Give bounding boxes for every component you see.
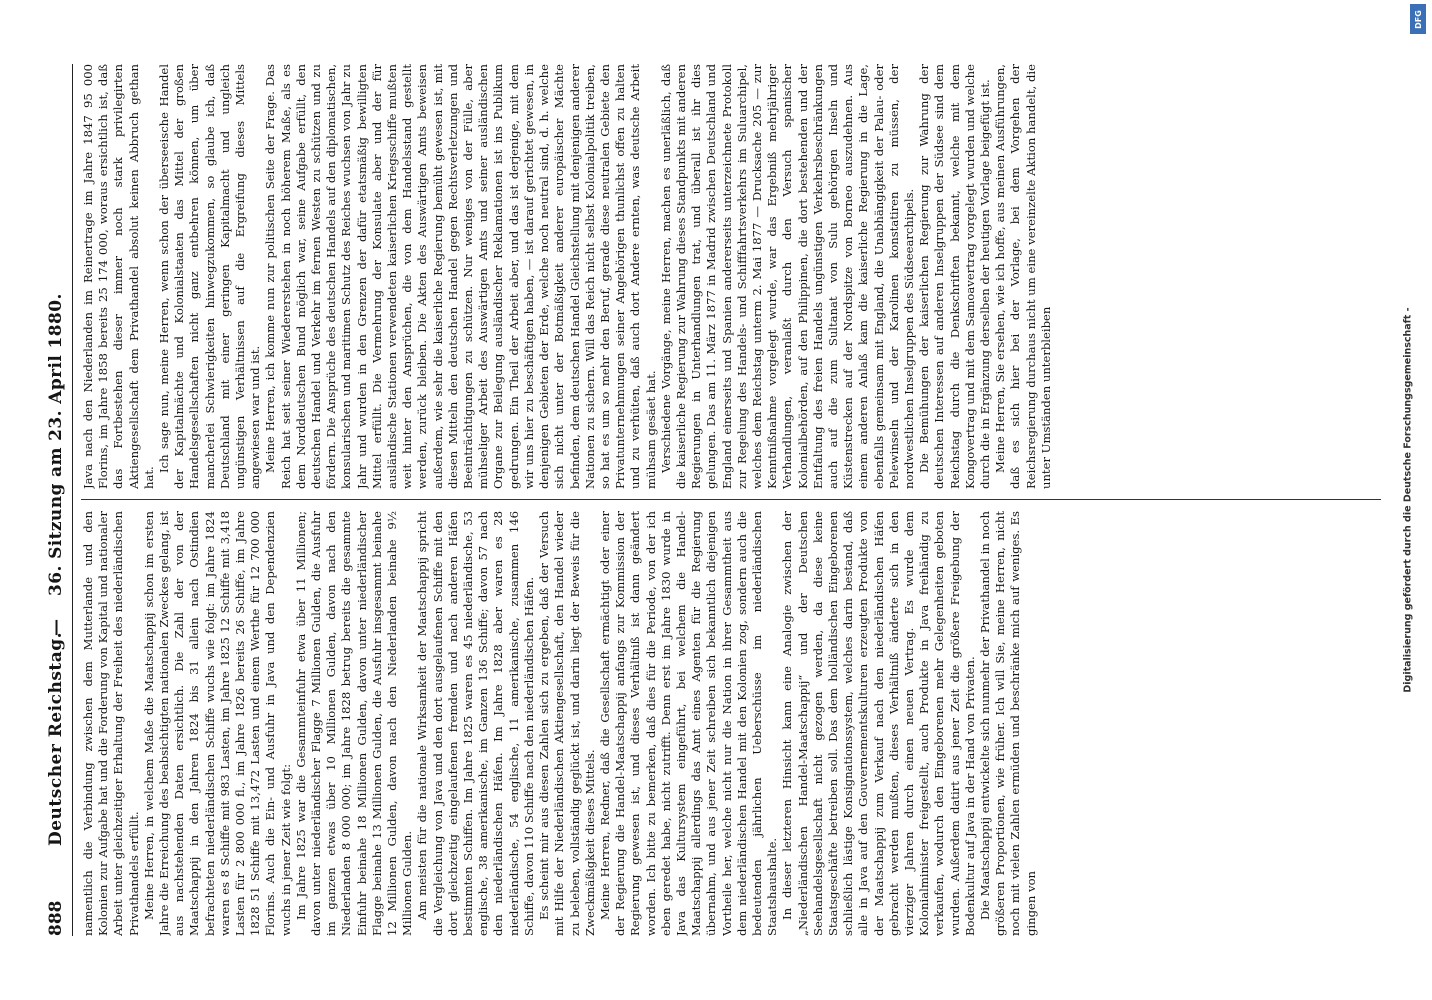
paragraph: Meine Herren, Sie ersehen, wie ich hoffe, aus meinen Ausführungen, daß es sich hier bei der Vorlage, bei dem Vorgehen der Reichsregierung durchaus nicht um eine vereinzelte Aktion handelt, die unter Umständen unterbleiben [993, 64, 1053, 489]
paragraph: In dieser letzteren Hinsicht kann eine Analogie zwischen der „Niederländischen Handel-Maatschappij“ und der Deutschen Seehandelsgesellschaft nicht gezogen werden, da diese keine Staatsgeschäfte betreiben soll. Das dem holländischen Eingeborenen schließlich lästige Konsignationssystem, welches darin bestand, daß alle in Java auf den Gouvernementskulturen erzeugten Produkte von der Maatschappij zum Verkauf nach den niederländischen Häfen gebracht werden mußten, dieses Verhältniß änderte sich in den vierziger Jahren durch einen neuen Vertrag. Es wurde dem Kolonialminister freigestellt, auch Produkte in Java freihändig zu verkaufen, wodurch den Eingeborenen mehr Gelegenheiten geboten wurden. Außerdem datirt aus jener Zeit die größere Freigebung der Bodenkultur auf Java in der Hand von Privaten. [780, 511, 977, 936]
text-columns [81, 64, 1381, 936]
paragraph: Java nach den Niederlanden im Reinertrage im Jahre 1847 95 000 Florins, im Jahre 1858 bereits 25 174 000, woraus ersichtlich ist, daß das Fortbestehen dieser immer noch stark privilegirten Aktiengesellschaft dem Privathandel absolut keinen Abbruch gethan hat. [81, 64, 156, 489]
paragraph: Die Bemühungen der kaiserlichen Regierung zur Wahrung der deutschen Interessen auf anderen Inselgruppen der Südsee sind dem Reichstag durch die Denkschriften bekannt, welche mit dem Kongovertrag und mit dem Samoavertrag vorgelegt wurden und welche durch die in Ergänzung derselben der heutigen Vorlage beigefügt ist. [917, 64, 992, 489]
header-separator: — [46, 619, 66, 636]
dfg-logo-text: DFG [1413, 9, 1423, 29]
dfg-logo [1410, 4, 1426, 34]
column-divider [81, 500, 1381, 501]
right-column [81, 64, 1381, 489]
paragraph: namentlich die Verbindung zwischen dem Mutterlande und den Kolonien zur Aufgabe hat und die Forderung von Kapital und nationaler Arbeit unter gleichzeitiger Erhaltung der Freiheit des niederländischen Privathandels erfüllt. [81, 511, 141, 936]
paragraph: Die Maatschappij entwickelte sich nunmehr der Privathandel in noch größeren Proportionen, wie früher. Ich will Sie, meine Herren, nicht noch mit vielen Zahlen ermüden und beschränke mich auf weniges. Es gingen von [977, 511, 1038, 936]
session-title: 36. Sitzung am 23. April 1880. [46, 293, 66, 596]
digitization-notice: Digitalisierung gefördert durch die Deutsche Forschungsgemeinschaft - [1402, 307, 1414, 693]
paragraph: Im Jahre 1825 war die Gesammteinfuhr etwa über 11 Millionen; davon unter niederländischer Flagge 7 Millionen Gulden, die Ausfuhr im ganzen etwas über 10 Millionen Gulden, davon nach den Niederlanden 8 000 000; im Jahre 1828 betrug bereits die gesammte Einfuhr beinahe 18 Millionen Gulden, davon unter niederländischer Flagge beinahe 13 Millionen Gulden, die Ausfuhr insgesammt beinahe 12 Millionen Gulden, davon nach den Niederlanden beinahe 9½ Millionen Gulden. [293, 511, 415, 936]
document-page [26, 30, 1406, 970]
paragraph: Ich sage nun, meine Herren, wenn schon der überseeische Handel der Kapitalmächte und Kolonialstaaten das Mittel der großen Handelsgesellschaften nicht ganz entbehren können, um über mancherlei Schwierigkeiten hinwegzukommen, so glaube ich, daß Deutschland mit einer geringen Kapitalmacht und ungleich ungünstigen Verhältnissen auf die Ergreifung dieses Mittels angewiesen war und ist. [157, 64, 263, 489]
paragraph: Es scheint mir aus diesen Zahlen sich zu ergeben, daß der Versuch mit Hilfe der Niederländischen Aktiengesellschaft, den Handel wieder zu beleben, vollständig geglückt ist, und darin liegt der Beweis für die Zweckmäßigkeit dieses Mittels. [537, 511, 597, 936]
left-column [81, 511, 1381, 936]
page-number: 888 [46, 900, 66, 936]
journal-title: Deutscher Reichstag. [46, 631, 66, 846]
paragraph: Am meisten für die nationale Wirksamkeit der Maatschappij spricht die Vergleichung von Java und den dort ausgelaufenen Schiffe mit den dort gleichzeitig eingelaufenen fremden und nach anderen Häfen bestimmten Schiffen. Im Jahre 1825 waren es 45 niederländische, 53 englische, 38 amerikanische, im Ganzen 136 Schiffe; davon 57 nach den niederländischen Häfen. Im Jahre 1828 aber waren es 28 niederländische, 54 englische, 11 amerikanische, zusammen 146 Schiffe, davon 110 Schiffe nach den niederländischen Häfen. [415, 511, 536, 936]
running-header [42, 64, 73, 936]
paragraph: Meine Herren, ich komme nun zur politischen Seite der Frage. Das Reich hat seit seiner Wiedererstehen in noch höherem Maße, als es dem Norddeutschen Bund möglich war, seine Aufgabe erfüllt, den deutschen Handel und Verkehr im fernen Westen zu schützen und zu fördern. Die Ansprüche des deutschen Handels auf den diplomatischen, konsularischen und maritimen Schutz des Reiches wuchsen von Jahr zu Jahr und wurden in den Grenzen der dafür etatsmäßig bewilligten Mittel erfüllt. Die Vermehrung der Konsulate aber und der für ausländische Stationen verwendeten kaiserlichen Kriegsschiffe mußten weit hinter den Ansprüchen, die von dem Handelsstand gestellt werden, zurück bleiben. Die Akten des Auswärtigen Amts beweisen außerdem, wie sehr die kaiserliche Regierung bemüht gewesen ist, mit diesen Mitteln den deutschen Handel gegen Rechtsverletzungen und Beeinträchtigungen zu schützen. Nur weniges von der Fülle, aber mühseliger Arbeit des Auswärtigen Amts und seiner ausländischen Organe zur Beilegung ausländischer Reklamationen ist ins Publikum gedrungen. Ein Theil der Arbeit aber, und das ist derjenige, mit dem wir uns hier zu beschäftigen haben, — ist darauf gerichtet gewesen, in denjenigen Gebieten der Erde, welche noch neutral sind, d. h. welche sich nicht unter der Botmäßigkeit anderer europäischer Mächte befinden, dem deutschen Handel Gleichstellung mit denjenigen anderer Nationen zu sichern. Will das Reich nicht selbst Kolonialpolitik treiben, so hat es um so mehr den Beruf, gerade diese neutralen Gebiete den Privatunternehmungen seiner Angehörigen thunlichst offen zu halten und zu verhüten, daß auch dort Andere ernten, was deutsche Arbeit mühsam gesäet hat. [263, 64, 658, 489]
paragraph: Meine Herren, Redner, daß die Gesellschaft ermächtigt oder einer der Regierung die Handel-Maatschappij anfangs zur Kommission der Regierung gewesen ist, und dieses Verhältniß ist dann geändert worden. Ich bitte zu bemerken, daß dies für die Periode, von der ich eben geredet habe, nicht zutrifft. Denn erst im Jahre 1830 wurde in Java das Kultursystem eingeführt, bei welchem die Handel-Maatschappij allerdings das Amt eines Agenten für die Regierung übernahm, und aus jener Zeit schreiben sich bekanntlich diejenigen Vortheile her, welche nicht nur die Nation in ihrer Gesammtheit aus dem niederländischen Handel mit den Kolonien zog, sondern auch die bedeutenden jährlichen Ueberschüsse im niederländischen Staatshaushalte. [597, 511, 780, 936]
rotated-page [26, 30, 1406, 970]
paragraph: Meine Herren, in welchem Maße die Maatschappij schon im ersten Jahre die Erreichung des beabsichtigten nationalen Zweckes gelang, ist aus nachstehenden Daten ersichtlich. Die Zahl der von der Maatschappij in den Jahren 1824 bis 31 allein nach Ostindien befrachteten niederländischen Schiffe wuchs wie folgt: im Jahre 1824 waren es 8 Schiffe mit 983 Lasten, im Jahre 1825 12 Schiffe mit 3,418 Lasten für 2 800 000 fl., im Jahre 1826 bereits 26 Schiffe, im Jahre 1828 51 Schiffe mit 13,472 Lasten und einem Werthe für 12 700 000 Florins. Auch die Ein- und Ausfuhr in Java und den Dependenzien wuchs in jener Zeit wie folgt: [141, 511, 293, 936]
paragraph: Verschiedene Vorgänge, meine Herren, machen es unerläßlich, daß die kaiserliche Regierung zur Wahrung dieses Standpunkts mit anderen Regierungen in Unterhandlungen trat, und überall ist ihr dies gelungen. Das am 11. März 1877 in Madrid zwischen Deutschland und England einerseits und Spanien andererseits unterzeichnete Protokoll zur Regelung des Handels- und Schifffahrtsverkehrs im Suluarchipel, welches dem Reichstag unterm 2. Mai 1877 — Drucksache 205 — zur Kenntnißnahme vorgelegt wurde, war das Ergebniß mehrjähriger Verhandlungen, veranlaßt durch den Versuch spanischer Kolonialbehörden, auf den Philippinen, die dort bestehenden und der Entfaltung des freien Handels ungünstigen Verkehrsbeschränkungen auch auf die zum Sultanat von Sulu gehörigen Inseln und Küstenstrecken auf der Nordspitze von Borneo auszudehnen. Aus einem anderen Anlaß kam die kaiserliche Regierung in die Lage, ebenfalls gemeinsam mit England, die Unabhängigkeit der Palau- oder Pelewinseln und der Karolinen konstatiren zu müssen, der nordwestlichen Inselgruppen des Südseearchipels. [658, 64, 916, 489]
